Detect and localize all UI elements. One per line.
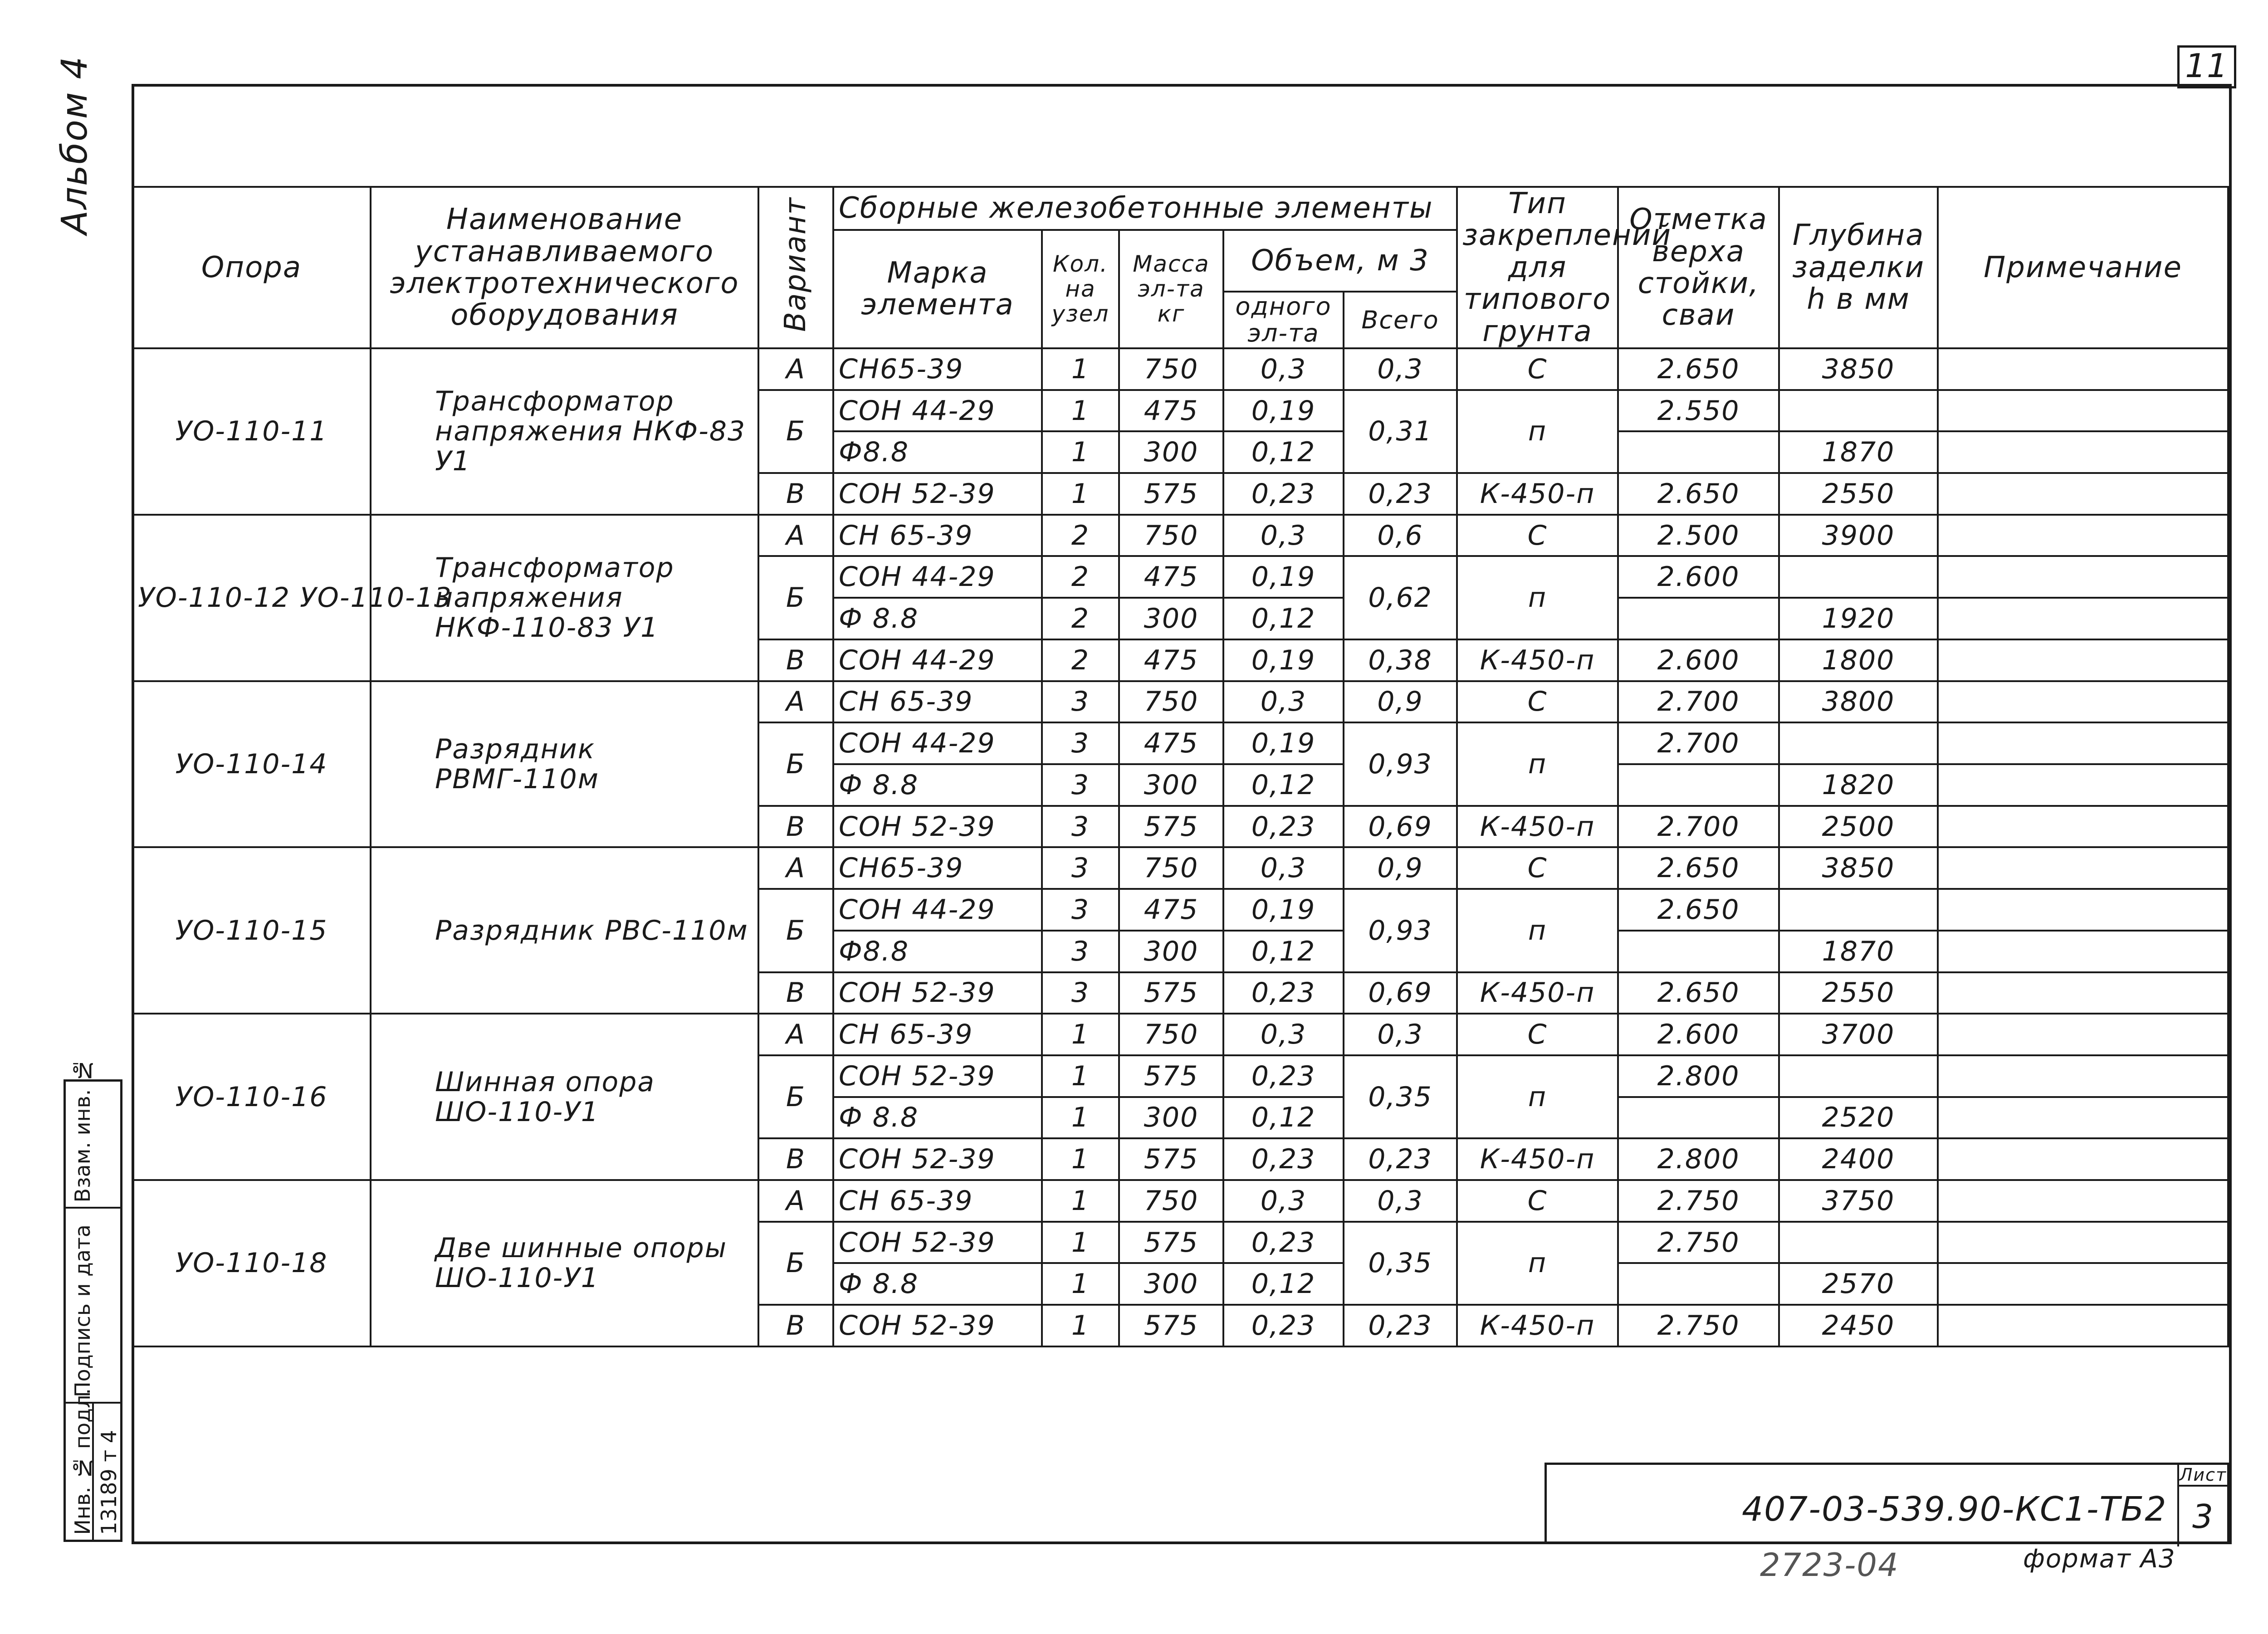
header-marka: Марка элемента: [833, 230, 1042, 348]
kol-cell: 1: [1042, 1138, 1119, 1180]
header-vsego: Всего: [1344, 292, 1457, 348]
massa-cell: 475: [1119, 639, 1223, 681]
tip-cell: С: [1457, 847, 1618, 889]
primechanie-cell: [1938, 1305, 2228, 1346]
odnogo-cell: 0,23: [1223, 806, 1344, 848]
odnogo-cell: 0,19: [1223, 722, 1344, 764]
variant-cell: В: [758, 972, 833, 1014]
header-kol: Кол. на узел: [1042, 230, 1119, 348]
primechanie-cell: [1938, 639, 2228, 681]
stamp-sign-cell: [66, 1209, 120, 1404]
otmetka-cell: 2.750: [1618, 1222, 1779, 1263]
kol-cell: 3: [1042, 972, 1119, 1014]
stamp-vzam-cell: [66, 1058, 120, 1209]
tip-cell: С: [1457, 515, 1618, 556]
format-label: формат А3: [2023, 1544, 2176, 1574]
tip-cell: С: [1457, 681, 1618, 723]
massa-cell: 300: [1119, 431, 1223, 473]
variant-cell: В: [758, 639, 833, 681]
odnogo-cell: 0,23: [1223, 1138, 1344, 1180]
massa-cell: 750: [1119, 515, 1223, 556]
tip-cell: п: [1457, 390, 1618, 473]
otmetka-cell: [1618, 598, 1779, 639]
tip-cell: К-450-п: [1457, 972, 1618, 1014]
equipment-cell: Две шинные опоры ШО-110-У1: [371, 1180, 758, 1346]
table-row: [132, 515, 2228, 556]
odnogo-cell: 0,19: [1223, 889, 1344, 931]
odnogo-cell: 0,23: [1223, 1305, 1344, 1346]
kol-cell: 2: [1042, 556, 1119, 598]
primechanie-cell: [1938, 806, 2228, 848]
primechanie-cell: [1938, 931, 2228, 972]
variant-cell: Б: [758, 1222, 833, 1305]
glubina-cell: [1779, 556, 1938, 598]
variant-cell: А: [758, 847, 833, 889]
odnogo-cell: 0,3: [1223, 515, 1344, 556]
marka-cell: Ф8.8: [833, 431, 1042, 473]
otmetka-cell: 2.700: [1618, 722, 1779, 764]
document-code: 407-03-539.90-КС1-ТБ2: [1742, 1490, 2167, 1529]
variant-cell: В: [758, 473, 833, 515]
massa-cell: 575: [1119, 1305, 1223, 1346]
header-tip: Тип закреплений для типового грунта: [1457, 187, 1618, 348]
primechanie-cell: [1938, 972, 2228, 1014]
kol-cell: 1: [1042, 1180, 1119, 1222]
glubina-cell: [1779, 722, 1938, 764]
variant-cell: А: [758, 681, 833, 723]
glubina-cell: [1779, 1055, 1938, 1097]
otmetka-cell: [1618, 764, 1779, 806]
odnogo-cell: 0,3: [1223, 1014, 1344, 1055]
equipment-cell: Шинная опора ШО-110-У1: [371, 1014, 758, 1180]
odnogo-cell: 0,3: [1223, 681, 1344, 723]
marka-cell: СОН 52-39: [833, 972, 1042, 1014]
tip-cell: К-450-п: [1457, 806, 1618, 848]
primechanie-cell: [1938, 431, 2228, 473]
album-label: Альбом 4: [54, 55, 95, 235]
glubina-cell: 2500: [1779, 806, 1938, 848]
primechanie-cell: [1938, 515, 2228, 556]
glubina-cell: [1779, 390, 1938, 432]
opora-cell: УО-110-14: [132, 681, 371, 848]
primechanie-cell: [1938, 1097, 2228, 1139]
odnogo-cell: 0,19: [1223, 556, 1344, 598]
glubina-cell: 2400: [1779, 1138, 1938, 1180]
glubina-cell: 3700: [1779, 1014, 1938, 1055]
massa-cell: 750: [1119, 1180, 1223, 1222]
massa-cell: 750: [1119, 681, 1223, 723]
massa-cell: 300: [1119, 598, 1223, 639]
vsego-cell: 0,6: [1344, 515, 1457, 556]
kol-cell: 3: [1042, 722, 1119, 764]
header-variant-text: Вариант: [779, 196, 813, 332]
vsego-cell: 0,93: [1344, 889, 1457, 972]
massa-cell: 475: [1119, 722, 1223, 764]
otmetka-cell: 2.750: [1618, 1180, 1779, 1222]
odnogo-cell: 0,19: [1223, 390, 1344, 432]
table-row: [132, 1180, 2228, 1222]
glubina-cell: 2550: [1779, 972, 1938, 1014]
stamp-vzam-label: Взам. инв. №: [70, 1058, 95, 1202]
tip-cell: С: [1457, 1014, 1618, 1055]
tip-cell: п: [1457, 556, 1618, 639]
header-variant: [758, 187, 833, 348]
marka-cell: СОН 44-29: [833, 722, 1042, 764]
marka-cell: СОН 52-39: [833, 473, 1042, 515]
tip-cell: К-450-п: [1457, 639, 1618, 681]
glubina-cell: 3750: [1779, 1180, 1938, 1222]
odnogo-cell: 0,19: [1223, 639, 1344, 681]
glubina-cell: 3850: [1779, 847, 1938, 889]
massa-cell: 475: [1119, 390, 1223, 432]
kol-cell: 1: [1042, 431, 1119, 473]
glubina-cell: 1820: [1779, 764, 1938, 806]
primechanie-cell: [1938, 681, 2228, 723]
otmetka-cell: [1618, 1263, 1779, 1305]
primechanie-cell: [1938, 473, 2228, 515]
massa-cell: 575: [1119, 1055, 1223, 1097]
marka-cell: СН65-39: [833, 847, 1042, 889]
primechanie-cell: [1938, 847, 2228, 889]
glubina-cell: 2570: [1779, 1263, 1938, 1305]
vsego-cell: 0,35: [1344, 1055, 1457, 1138]
vsego-cell: 0,3: [1344, 1014, 1457, 1055]
kol-cell: 1: [1042, 348, 1119, 390]
odnogo-cell: 0,23: [1223, 1222, 1344, 1263]
table-row: [132, 681, 2228, 723]
kol-cell: 3: [1042, 764, 1119, 806]
header-opora: Опора: [132, 187, 371, 348]
opora-cell: УО-110-18: [132, 1180, 371, 1346]
stamp-inv-label: Инв. № подл.: [70, 1388, 95, 1535]
stamp-sign-label: Подпись и дата: [70, 1224, 95, 1397]
tip-cell: К-450-п: [1457, 1138, 1618, 1180]
massa-cell: 750: [1119, 1014, 1223, 1055]
odnogo-cell: 0,23: [1223, 473, 1344, 515]
vsego-cell: 0,69: [1344, 806, 1457, 848]
variant-cell: А: [758, 515, 833, 556]
odnogo-cell: 0,23: [1223, 972, 1344, 1014]
variant-cell: В: [758, 1305, 833, 1346]
otmetka-cell: 2.500: [1618, 515, 1779, 556]
stamp-column: [64, 1058, 122, 1542]
marka-cell: СОН 44-29: [833, 556, 1042, 598]
vsego-cell: 0,69: [1344, 972, 1457, 1014]
variant-cell: Б: [758, 390, 833, 473]
marka-cell: СН 65-39: [833, 681, 1042, 723]
variant-cell: А: [758, 1180, 833, 1222]
kol-cell: 1: [1042, 1014, 1119, 1055]
table-row: [132, 1014, 2228, 1055]
marka-cell: СОН 44-29: [833, 390, 1042, 432]
otmetka-cell: 2.800: [1618, 1138, 1779, 1180]
otmetka-cell: 2.600: [1618, 639, 1779, 681]
bottom-number: 2723-04: [1760, 1546, 1899, 1584]
kol-cell: 1: [1042, 1097, 1119, 1139]
glubina-cell: 3900: [1779, 515, 1938, 556]
kol-cell: 3: [1042, 681, 1119, 723]
odnogo-cell: 0,12: [1223, 764, 1344, 806]
glubina-cell: 2520: [1779, 1097, 1938, 1139]
vsego-cell: 0,9: [1344, 681, 1457, 723]
tip-cell: К-450-п: [1457, 1305, 1618, 1346]
kol-cell: 2: [1042, 515, 1119, 556]
kol-cell: 2: [1042, 639, 1119, 681]
vsego-cell: 0,23: [1344, 1305, 1457, 1346]
vsego-cell: 0,93: [1344, 722, 1457, 805]
primechanie-cell: [1938, 556, 2228, 598]
header-group: Сборные железобетонные элементы: [833, 187, 1457, 230]
otmetka-cell: 2.550: [1618, 390, 1779, 432]
massa-cell: 575: [1119, 1138, 1223, 1180]
list-label: Лист: [2177, 1464, 2227, 1487]
vsego-cell: 0,9: [1344, 847, 1457, 889]
primechanie-cell: [1938, 1263, 2228, 1305]
table-body: [132, 348, 2228, 1346]
table-row: [132, 348, 2228, 390]
header-glubina: Глубина заделки h в мм: [1779, 187, 1938, 348]
otmetka-cell: [1618, 431, 1779, 473]
variant-cell: А: [758, 1014, 833, 1055]
kol-cell: 3: [1042, 931, 1119, 972]
odnogo-cell: 0,3: [1223, 847, 1344, 889]
vsego-cell: 0,23: [1344, 473, 1457, 515]
vsego-cell: 0,23: [1344, 1138, 1457, 1180]
tip-cell: п: [1457, 722, 1618, 805]
equipment-cell: Трансформатор напряжения НКФ-83 У1: [371, 348, 758, 515]
odnogo-cell: 0,3: [1223, 348, 1344, 390]
kol-cell: 1: [1042, 390, 1119, 432]
marka-cell: СОН 52-39: [833, 1305, 1042, 1346]
odnogo-cell: 0,12: [1223, 1097, 1344, 1139]
odnogo-cell: 0,23: [1223, 1055, 1344, 1097]
otmetka-cell: 2.600: [1618, 556, 1779, 598]
marka-cell: СН 65-39: [833, 1014, 1042, 1055]
kol-cell: 3: [1042, 847, 1119, 889]
kol-cell: 1: [1042, 473, 1119, 515]
kol-cell: 1: [1042, 1305, 1119, 1346]
tip-cell: С: [1457, 348, 1618, 390]
kol-cell: 1: [1042, 1263, 1119, 1305]
header-otmetka: Отметка верха стойки, сваи: [1618, 187, 1779, 348]
marka-cell: СН 65-39: [833, 515, 1042, 556]
variant-cell: Б: [758, 556, 833, 639]
stamp-inv-value-cell: [94, 1404, 120, 1540]
primechanie-cell: [1938, 1055, 2228, 1097]
massa-cell: 575: [1119, 806, 1223, 848]
kol-cell: 1: [1042, 1222, 1119, 1263]
glubina-cell: 2450: [1779, 1305, 1938, 1346]
odnogo-cell: 0,12: [1223, 431, 1344, 473]
variant-cell: Б: [758, 1055, 833, 1138]
otmetka-cell: 2.650: [1618, 972, 1779, 1014]
opora-cell: УО-110-12 УО-110-13: [132, 515, 371, 681]
primechanie-cell: [1938, 348, 2228, 390]
tip-cell: п: [1457, 1222, 1618, 1305]
marka-cell: Ф 8.8: [833, 764, 1042, 806]
marka-cell: СОН 52-39: [833, 806, 1042, 848]
header-primechanie: Примечание: [1938, 187, 2228, 348]
glubina-cell: 1800: [1779, 639, 1938, 681]
massa-cell: 300: [1119, 764, 1223, 806]
title-block: [1545, 1463, 2229, 1544]
odnogo-cell: 0,12: [1223, 1263, 1344, 1305]
marka-cell: СОН 52-39: [833, 1055, 1042, 1097]
vsego-cell: 0,31: [1344, 390, 1457, 473]
massa-cell: 750: [1119, 348, 1223, 390]
massa-cell: 300: [1119, 1263, 1223, 1305]
tip-cell: К-450-п: [1457, 473, 1618, 515]
sheet-top-number: 11: [2185, 47, 2229, 85]
odnogo-cell: 0,12: [1223, 598, 1344, 639]
primechanie-cell: [1938, 598, 2228, 639]
odnogo-cell: 0,3: [1223, 1180, 1344, 1222]
marka-cell: Ф8.8: [833, 931, 1042, 972]
primechanie-cell: [1938, 1014, 2228, 1055]
otmetka-cell: 2.600: [1618, 1014, 1779, 1055]
glubina-cell: [1779, 889, 1938, 931]
glubina-cell: [1779, 1222, 1938, 1263]
glubina-cell: 1870: [1779, 431, 1938, 473]
otmetka-cell: [1618, 931, 1779, 972]
marka-cell: СОН 52-39: [833, 1138, 1042, 1180]
massa-cell: 475: [1119, 556, 1223, 598]
tip-cell: п: [1457, 1055, 1618, 1138]
marka-cell: СОН 52-39: [833, 1222, 1042, 1263]
kol-cell: 3: [1042, 806, 1119, 848]
primechanie-cell: [1938, 1138, 2228, 1180]
tip-cell: п: [1457, 889, 1618, 972]
vsego-cell: 0,38: [1344, 639, 1457, 681]
vsego-cell: 0,35: [1344, 1222, 1457, 1305]
primechanie-cell: [1938, 889, 2228, 931]
header-obem: Объем, м 3: [1223, 230, 1457, 292]
marka-cell: СОН 44-29: [833, 889, 1042, 931]
glubina-cell: 2550: [1779, 473, 1938, 515]
marka-cell: Ф 8.8: [833, 1263, 1042, 1305]
opora-cell: УО-110-11: [132, 348, 371, 515]
otmetka-cell: 2.800: [1618, 1055, 1779, 1097]
vsego-cell: 0,3: [1344, 348, 1457, 390]
primechanie-cell: [1938, 390, 2228, 432]
glubina-cell: 1870: [1779, 931, 1938, 972]
kol-cell: 1: [1042, 1055, 1119, 1097]
equipment-cell: Разрядник РВС-110м: [371, 847, 758, 1014]
primechanie-cell: [1938, 764, 2228, 806]
opora-cell: УО-110-16: [132, 1014, 371, 1180]
header-row-1: [132, 187, 2228, 230]
marka-cell: СН65-39: [833, 348, 1042, 390]
otmetka-cell: 2.650: [1618, 847, 1779, 889]
massa-cell: 300: [1119, 1097, 1223, 1139]
odnogo-cell: 0,12: [1223, 931, 1344, 972]
massa-cell: 750: [1119, 847, 1223, 889]
otmetka-cell: 2.650: [1618, 473, 1779, 515]
variant-cell: В: [758, 1138, 833, 1180]
marka-cell: Ф 8.8: [833, 1097, 1042, 1139]
marka-cell: СН 65-39: [833, 1180, 1042, 1222]
otmetka-cell: 2.700: [1618, 806, 1779, 848]
massa-cell: 575: [1119, 1222, 1223, 1263]
primechanie-cell: [1938, 1180, 2228, 1222]
vsego-cell: 0,62: [1344, 556, 1457, 639]
tip-cell: С: [1457, 1180, 1618, 1222]
header-odnogo: одного эл-та: [1223, 292, 1344, 348]
equipment-cell: Трансформатор напряжения НКФ-110-83 У1: [371, 515, 758, 681]
kol-cell: 2: [1042, 598, 1119, 639]
list-number: 3: [2177, 1487, 2227, 1546]
otmetka-cell: 2.750: [1618, 1305, 1779, 1346]
glubina-cell: 3850: [1779, 348, 1938, 390]
variant-cell: Б: [758, 889, 833, 972]
opora-cell: УО-110-15: [132, 847, 371, 1014]
stamp-inv-cell: [66, 1388, 95, 1540]
glubina-cell: 3800: [1779, 681, 1938, 723]
kol-cell: 3: [1042, 889, 1119, 931]
equipment-cell: Разрядник РВМГ-110м: [371, 681, 758, 848]
otmetka-cell: 2.650: [1618, 889, 1779, 931]
otmetka-cell: 2.700: [1618, 681, 1779, 723]
header-equipment: Наименование устанавливаемого электротехнического оборудования: [371, 187, 758, 348]
variant-cell: Б: [758, 722, 833, 805]
variant-cell: А: [758, 348, 833, 390]
primechanie-cell: [1938, 1222, 2228, 1263]
header-massa: Масса эл-та кг: [1119, 230, 1223, 348]
marka-cell: Ф 8.8: [833, 598, 1042, 639]
table-row: [132, 847, 2228, 889]
vsego-cell: 0,3: [1344, 1180, 1457, 1222]
glubina-cell: 1920: [1779, 598, 1938, 639]
otmetka-cell: [1618, 1097, 1779, 1139]
specification-table: [132, 186, 2229, 1347]
massa-cell: 575: [1119, 473, 1223, 515]
massa-cell: 575: [1119, 972, 1223, 1014]
massa-cell: 300: [1119, 931, 1223, 972]
marka-cell: СОН 44-29: [833, 639, 1042, 681]
otmetka-cell: 2.650: [1618, 348, 1779, 390]
massa-cell: 475: [1119, 889, 1223, 931]
stamp-inv-value: 13189 т 4: [97, 1430, 121, 1535]
primechanie-cell: [1938, 722, 2228, 764]
variant-cell: В: [758, 806, 833, 848]
